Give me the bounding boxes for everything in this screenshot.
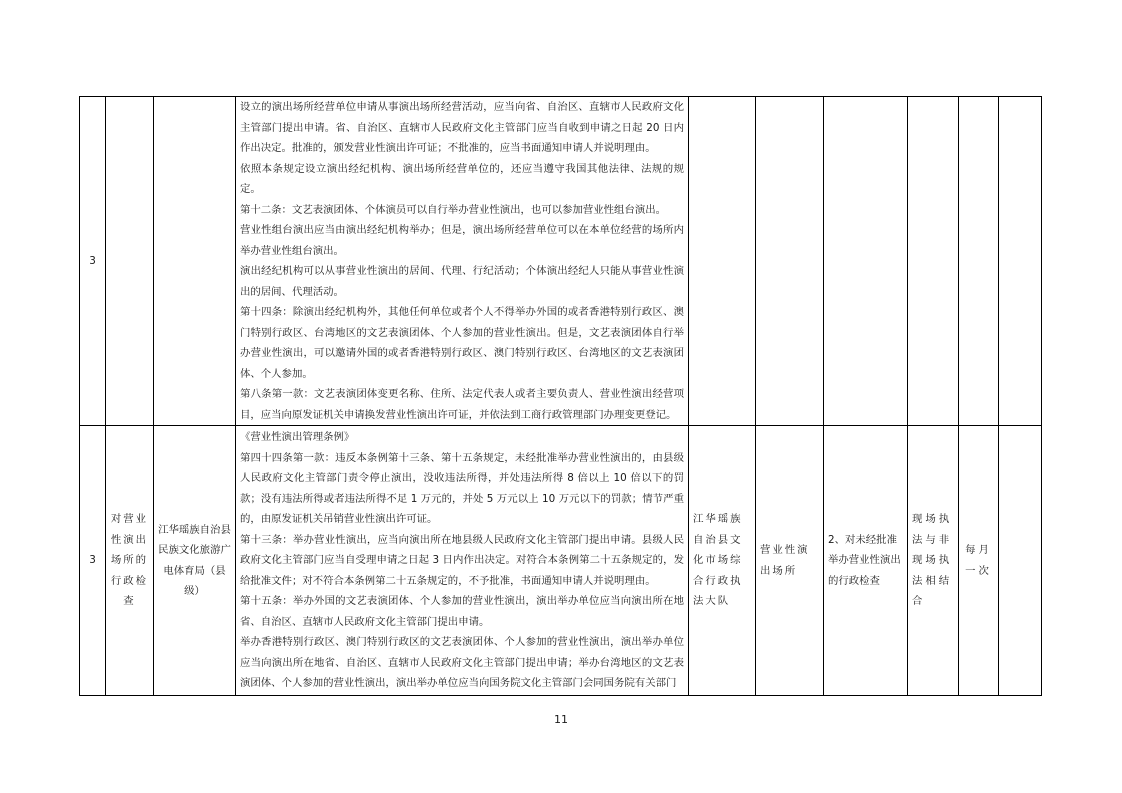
content-cell: 2、对未经批准举办营业性演出的行政检查 — [824, 426, 908, 696]
basis-paragraph: 第十三条：举办营业性演出，应当向演出所在地县级人民政府文化主管部门提出申请。县级人民政府文化主管部门应当自受理申请之日起 3 日内作出决定。对符合本条例第二十五条规定的，发给批准文件；对不符合本条例第二十五条规定的，不予批准，书面通知申请人并说明理由。 — [240, 533, 684, 587]
basis-paragraph: 营业性组台演出应当由演出经纪机构举办；但是，演出场所经营单位可以在本单位经营的场所内举办营业性组台演出。 — [240, 224, 684, 257]
basis-paragraph: 第十四条：除演出经纪机构外，其他任何单位或者个人不得举办外国的或者香港特别行政区、澳门特别行政区、台湾地区的文艺表演团体、个人参加的营业性演出。但是，文艺表演团体自行举办营业性演出，可以邀请外国的或者香港特别行政区、澳门特别行政区、台湾地区的文艺表演团体、个人参加。 — [240, 306, 684, 380]
basis-paragraph: 设立的演出场所经营单位申请从事演出场所经营活动，应当向省、自治区、直辖市人民政府文化主管部门提出申请。省、自治区、直辖市人民政府文化主管部门应当自收到申请之日起 20 日内作出决定。批准的，颁发营业性演出许可证；不批准的，应当书面通知申请人并说明理由。 — [240, 101, 684, 154]
row-number-cell: 3 — [80, 426, 106, 696]
basis-paragraph: 举办香港特别行政区、澳门特别行政区的文艺表演团体、个人参加的营业性演出，演出举办单位应当向演出所在地省、自治区、直辖市人民政府文化主管部门提出申请；举办台湾地区的文艺表演团体、个人参加的营业性演出，演出举办单位应当向国务院文化主管部门会同国务院有关部门 — [240, 636, 684, 690]
item-cell: 对营业性演出场所的行政检查 — [106, 426, 154, 696]
table-row — [80, 97, 1042, 426]
item-cell — [106, 97, 154, 426]
basis-paragraph: 演出经纪机构可以从事营业性演出的居间、代理、行纪活动；个体演出经纪人只能从事营业性演出的居间、代理活动。 — [240, 265, 684, 298]
dept-cell: 江华瑶族自治县民族文化旅游广电体育局（县级） — [154, 426, 236, 696]
page-number: 11 — [554, 713, 568, 726]
frequency-cell: 每月一次 — [959, 426, 999, 696]
method-cell: 现场执法与非现场执法相结合 — [908, 426, 959, 696]
basis-paragraph: 第四十四条第一款：违反本条例第十三条、第十五条规定，未经批准举办营业性演出的，由县级人民政府文化主管部门责令停止演出，没收违法所得，并处违法所得 8 倍以上 10 倍以下的罚款；没有违法所得或者违法所得不足 1 万元的，并处 5 万元以上 10 万元以下的罚款；情节严重的，由原发证机关吊销营业性演出许可证。 — [240, 451, 684, 526]
inspection-table — [79, 96, 1042, 696]
object-cell — [756, 97, 824, 426]
method-cell — [908, 97, 959, 426]
object-cell: 营业性演出场所 — [756, 426, 824, 696]
dept-cell — [154, 97, 236, 426]
basis-paragraph: 第十二条：文艺表演团体、个体演员可以自行举办营业性演出，也可以参加营业性组台演出。 — [240, 203, 667, 216]
table-row — [80, 426, 1042, 696]
executor-cell: 江华瑶族自治县文化市场综合行政执法大队 — [689, 426, 756, 696]
legal-basis-cell — [236, 97, 689, 426]
remark-cell — [999, 97, 1042, 426]
frequency-cell — [959, 97, 999, 426]
remark-cell — [999, 426, 1042, 696]
basis-paragraph: 第八条第一款：文艺表演团体变更名称、住所、法定代表人或者主要负责人、营业性演出经营项目，应当向原发证机关申请换发营业性演出许可证，并依法到工商行政管理部门办理变更登记。 — [240, 388, 684, 421]
row-number-cell: 3 — [80, 97, 106, 426]
legal-basis-cell — [236, 426, 689, 696]
basis-paragraph: 《营业性演出管理条例》 — [240, 431, 355, 444]
content-cell — [824, 97, 908, 426]
basis-paragraph: 依照本条规定设立演出经纪机构、演出场所经营单位的，还应当遵守我国其他法律、法规的规定。 — [240, 162, 684, 195]
basis-paragraph: 第十五条：举办外国的文艺表演团体、个人参加的营业性演出，演出举办单位应当向演出所在地省、自治区、直辖市人民政府文化主管部门提出申请。 — [240, 595, 684, 628]
executor-cell — [689, 97, 756, 426]
